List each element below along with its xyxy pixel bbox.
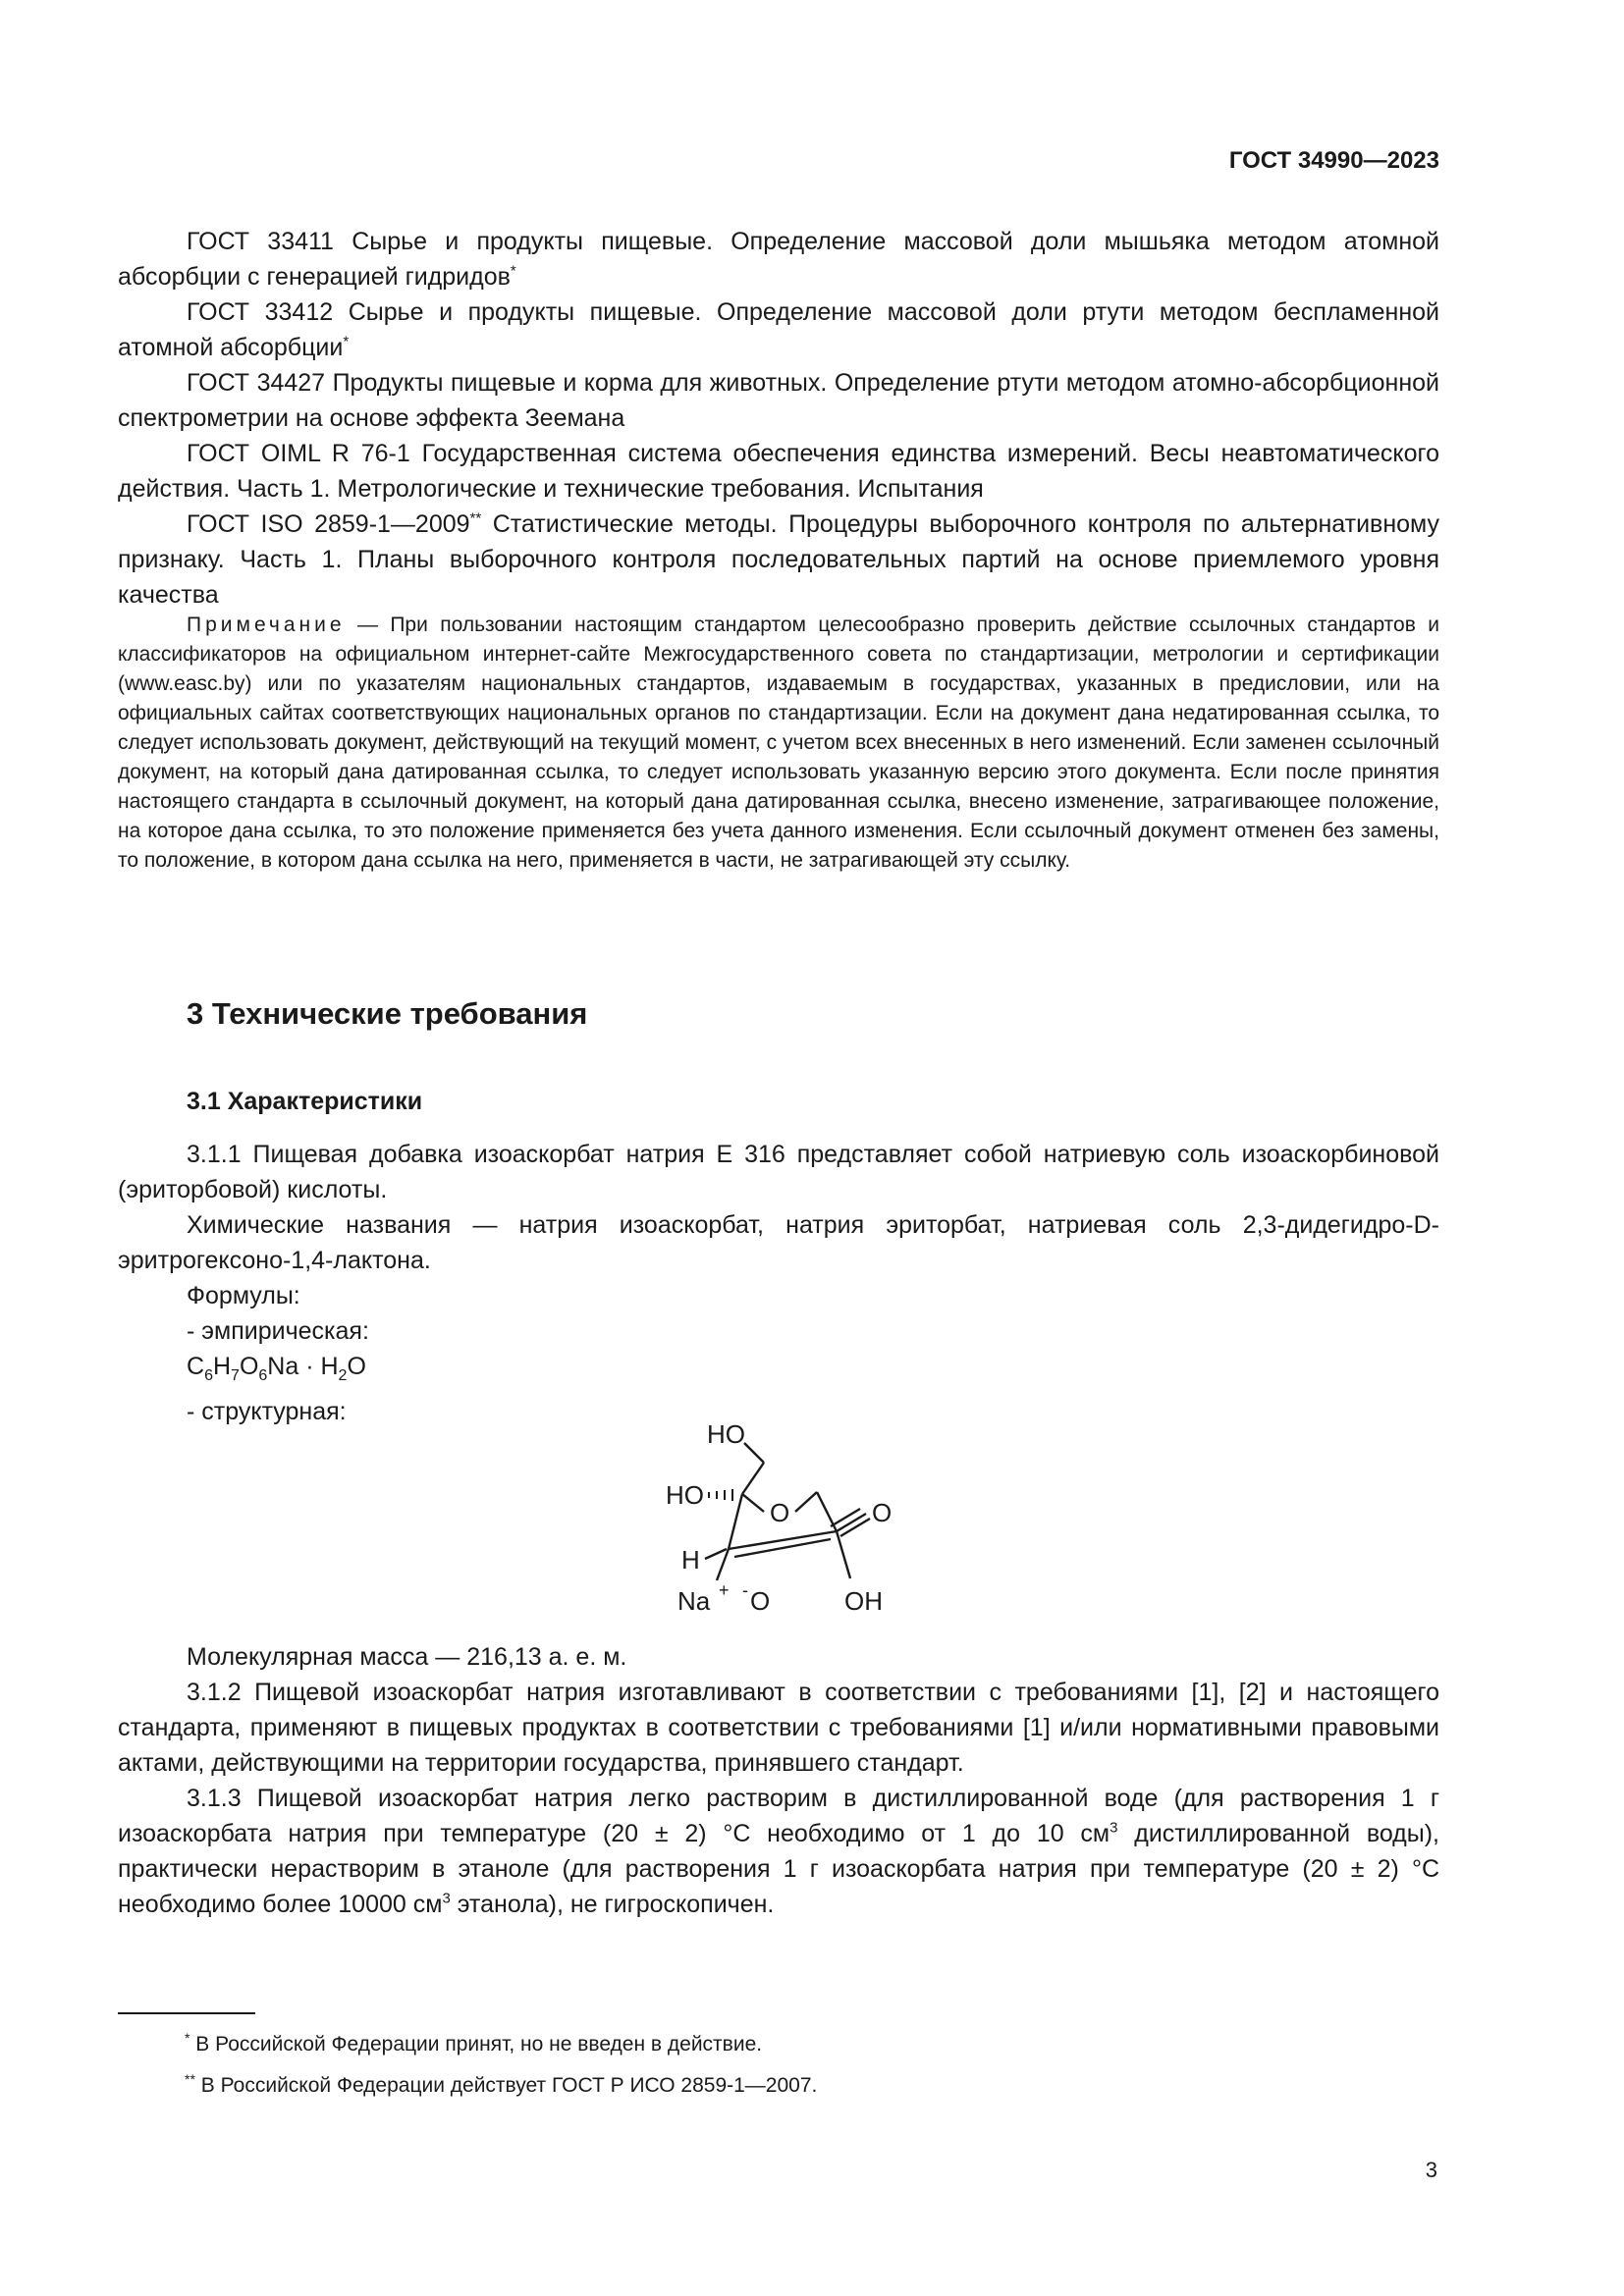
reference-item: ГОСТ 34427 Продукты пищевые и корма для животных. Определение ртути методом атомно-абсорбционной спектрометрии на основе эффекта Зеемана: [118, 369, 1439, 432]
reference-item: ГОСТ 33412 Сырье и продукты пищевые. Определение массовой доли ртути методом беспламенной атомной абсорбции*: [118, 298, 1439, 361]
paragraph-3-1-3: 3.1.3 Пищевой изоаскорбат натрия легко растворим в дистиллированной воде (для растворения 1 г изоаскорбата натрия при температуре (20 ± 2) °С необходимо от 1 до 10 $см^3$ дистиллированной воды), практически нерастворим в этаноле (для растворения 1 г изоаскорбата натрия при температуре (20 ± 2) °С необходимо более 10000 $см^3$ этанола), не гигроскопичен.: [118, 1785, 1439, 1918]
empirical-formula: $C_6H_7O_6Na \cdot H_2O$: [187, 1353, 366, 1384]
subsection-title: 3.1 Характеристики: [187, 1088, 423, 1115]
note-label: Примечание: [187, 614, 346, 636]
page-number: 3: [1425, 2158, 1437, 2182]
normative-references: [118, 224, 1439, 613]
empirical-label: - эмпирическая:: [187, 1317, 369, 1345]
reference-item: ГОСТ OIML R 76-1 Государственная система обеспечения единства измерений. Весы неавтоматического действия. Часть 1. Метрологические и технические требования. Испытания: [118, 440, 1439, 503]
characteristics-body-continued: [118, 1639, 1439, 1922]
reference-item: ГОСТ ISO 2859-1—2009** Статистические методы. Процедуры выборочного контроля по альтернативному признаку. Часть 1. Планы выборочного контроля последовательных партий на основе приемлемого уровня качества: [118, 509, 1439, 609]
reference-item: ГОСТ 33411 Сырье и продукты пищевые. Определение массовой доли мышьяка методом атомной абсорбции с генерацией гидридов*: [118, 228, 1439, 291]
oxide-label: O: [750, 1586, 771, 1616]
footnote-item: * В Российской Федерации принят, но не введен в действие.: [185, 2030, 763, 2056]
paragraph-3-1-2: 3.1.2 Пищевой изоаскорбат натрия изготавливают в соответствии с требованиями [1], [2] и настоящего стандарта, применяют в пищевых продуктах в соответствии с требованиями [1] и/или нормативными правовыми актами, действующими на территории государства, принявшего стандарт.: [118, 1679, 1439, 1777]
structural-formula: [648, 1384, 962, 1629]
structural-label: - структурная:: [187, 1398, 347, 1425]
chemical-names: Химические названия — натрия изоаскорбат, натрия эриторбат, натриевая соль 2,3-дидегидро-D-эритрогексоно-1,4-лактона.: [118, 1211, 1439, 1274]
hydroxyl-left-label: HO: [666, 1480, 704, 1510]
footnote-separator: [118, 2012, 255, 2014]
document-code: ГОСТ 34990—2023: [1228, 147, 1439, 174]
carbonyl-oxygen-label: O: [872, 1498, 893, 1527]
molar-mass: Молекулярная масса — 216,13 а. е. м.: [187, 1643, 627, 1671]
hydroxyl-right-label: OH: [844, 1586, 883, 1616]
sodium-charge: +: [719, 1580, 730, 1600]
formulas-label: Формулы:: [187, 1282, 300, 1309]
ring-oxygen-label: O: [770, 1498, 790, 1527]
oxide-charge: -: [742, 1580, 748, 1600]
note-paragraph: Примечание — При пользовании настоящим стандартом целесообразно проверить действие ссылочных стандартов и классификаторов на официальном интернет-сайте Межгосударственного совета по стандартизации, метрологии и сертификации (www.easc.by) или по указателям национальных стандартов, издаваемым в государствах, указанных в предисловии, или на официальных сайтах соответствующих национальных органов по стандартизации. Если на документ дана недатированная ссылка, то следует использовать документ, действующий на текущий момент, с учетом всех внесенных в него изменений. Если заменен ссылочный документ, на который дана датированная ссылка, то следует использовать указанную версию этого документа. Если после принятия настоящего стандарта в ссылочный документ, на который дана датированная ссылка, внесено изменение, затрагивающее положение, на которое дана ссылка, то это положение применяется без учета данного изменения. Если ссылочный документ отменен без замены, то положение, в котором дана ссылка на него, применяется в части, не затрагивающей эту ссылку.: [118, 614, 1439, 872]
footnote-item: ** В Российской Федерации действует ГОСТ Р ИСО 2859-1—2007.: [185, 2071, 818, 2097]
paragraph-3-1-1: 3.1.1 Пищевая добавка изоаскорбат натрия Е 316 представляет собой натриевую соль изоаскорбиновой (эриторбовой) кислоты.: [118, 1141, 1439, 1203]
section-title: 3 Технические требования: [187, 996, 588, 1031]
stereo-hash-bond: [709, 1489, 732, 1501]
sodium-label: Na: [677, 1586, 711, 1616]
hydrogen-label: H: [681, 1545, 700, 1575]
hydroxyl-top-label: HO: [707, 1419, 745, 1449]
